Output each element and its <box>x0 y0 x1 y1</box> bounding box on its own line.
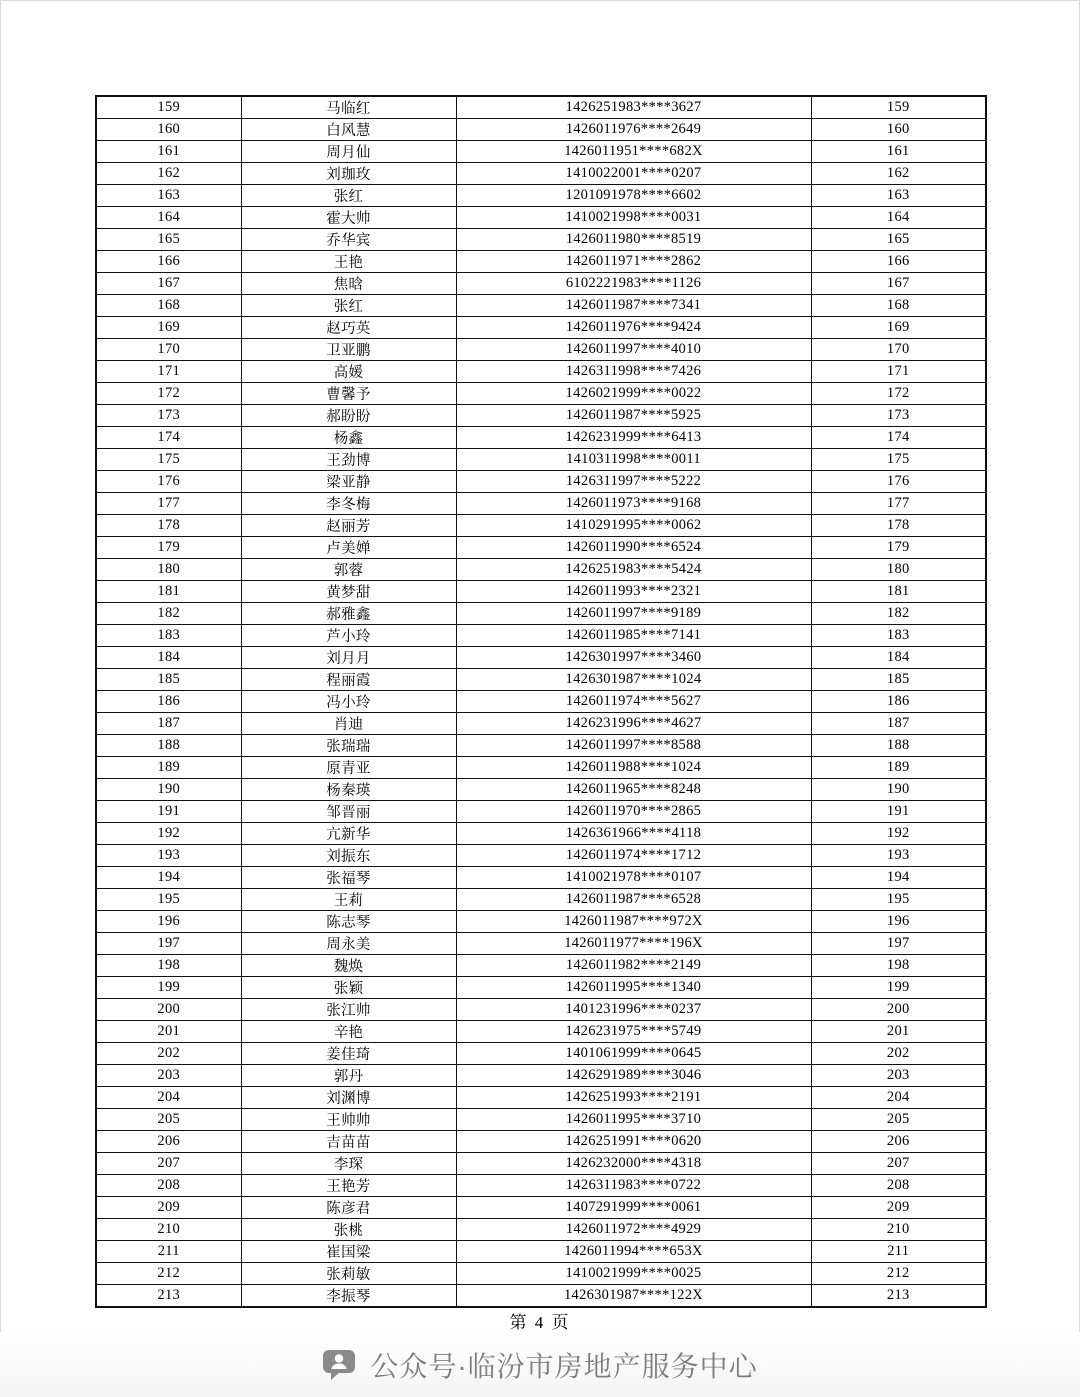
applicant-name: 白风慧 <box>241 119 456 141</box>
table-row <box>96 1263 986 1285</box>
row-number-repeat: 202 <box>811 1043 986 1065</box>
id-number: 1410021978****0107 <box>456 867 811 889</box>
row-number: 203 <box>96 1065 241 1087</box>
applicant-table <box>95 95 987 1308</box>
table-row <box>96 251 986 273</box>
row-number: 202 <box>96 1043 241 1065</box>
row-number-repeat: 210 <box>811 1219 986 1241</box>
id-number: 1426231999****6413 <box>456 427 811 449</box>
row-number-repeat: 161 <box>811 141 986 163</box>
applicant-name: 周月仙 <box>241 141 456 163</box>
row-number-repeat: 190 <box>811 779 986 801</box>
id-number: 1426011987****5925 <box>456 405 811 427</box>
id-number: 1401061999****0645 <box>456 1043 811 1065</box>
id-number: 1401231996****0237 <box>456 999 811 1021</box>
row-number-repeat: 180 <box>811 559 986 581</box>
page-number: 第 4 页 <box>509 1313 571 1332</box>
row-number-repeat: 168 <box>811 295 986 317</box>
row-number-repeat: 198 <box>811 955 986 977</box>
row-number-repeat: 199 <box>811 977 986 999</box>
row-number-repeat: 211 <box>811 1241 986 1263</box>
row-number: 191 <box>96 801 241 823</box>
table-row <box>96 339 986 361</box>
id-number: 1426011974****1712 <box>456 845 811 867</box>
row-number-repeat: 174 <box>811 427 986 449</box>
table-row <box>96 229 986 251</box>
applicant-name: 马临红 <box>241 96 456 119</box>
row-number: 194 <box>96 867 241 889</box>
applicant-name: 刘渊博 <box>241 1087 456 1109</box>
row-number: 185 <box>96 669 241 691</box>
applicant-name: 张红 <box>241 185 456 207</box>
row-number: 196 <box>96 911 241 933</box>
applicant-name: 芦小玲 <box>241 625 456 647</box>
table-row <box>96 999 986 1021</box>
applicant-name: 郝雅鑫 <box>241 603 456 625</box>
row-number: 173 <box>96 405 241 427</box>
applicant-name: 高媛 <box>241 361 456 383</box>
row-number: 159 <box>96 96 241 119</box>
id-number: 1426011972****4929 <box>456 1219 811 1241</box>
id-number: 1426011985****7141 <box>456 625 811 647</box>
row-number: 199 <box>96 977 241 999</box>
row-number-repeat: 185 <box>811 669 986 691</box>
row-number: 189 <box>96 757 241 779</box>
row-number-repeat: 175 <box>811 449 986 471</box>
row-number: 204 <box>96 1087 241 1109</box>
row-number-repeat: 186 <box>811 691 986 713</box>
id-number: 1410291995****0062 <box>456 515 811 537</box>
row-number: 187 <box>96 713 241 735</box>
id-number: 1426361966****4118 <box>456 823 811 845</box>
row-number-repeat: 200 <box>811 999 986 1021</box>
table-row <box>96 559 986 581</box>
table-row <box>96 295 986 317</box>
applicant-name: 梁亚静 <box>241 471 456 493</box>
row-number: 211 <box>96 1241 241 1263</box>
table-row <box>96 449 986 471</box>
applicant-name: 焦晗 <box>241 273 456 295</box>
applicant-name: 李冬梅 <box>241 493 456 515</box>
table-row <box>96 757 986 779</box>
table-row <box>96 911 986 933</box>
table-row <box>96 845 986 867</box>
row-number-repeat: 169 <box>811 317 986 339</box>
table-row <box>96 713 986 735</box>
row-number: 160 <box>96 119 241 141</box>
table-row <box>96 801 986 823</box>
row-number-repeat: 213 <box>811 1285 986 1308</box>
applicant-name: 肖迪 <box>241 713 456 735</box>
applicant-name: 霍大帅 <box>241 207 456 229</box>
applicant-name: 郝盼盼 <box>241 405 456 427</box>
applicant-name: 亢新华 <box>241 823 456 845</box>
row-number-repeat: 212 <box>811 1263 986 1285</box>
id-number: 1410311998****0011 <box>456 449 811 471</box>
id-number: 1426231996****4627 <box>456 713 811 735</box>
table-row <box>96 1285 986 1308</box>
row-number: 186 <box>96 691 241 713</box>
id-number: 1426021999****0022 <box>456 383 811 405</box>
applicant-name: 王莉 <box>241 889 456 911</box>
applicant-name: 郭丹 <box>241 1065 456 1087</box>
table-row <box>96 669 986 691</box>
footer-watermark-bar <box>0 1332 1080 1397</box>
id-number: 1201091978****6602 <box>456 185 811 207</box>
table-row <box>96 691 986 713</box>
table-row <box>96 1219 986 1241</box>
applicant-name: 张颖 <box>241 977 456 999</box>
id-number: 1407291999****0061 <box>456 1197 811 1219</box>
row-number: 193 <box>96 845 241 867</box>
applicant-name: 原青亚 <box>241 757 456 779</box>
applicant-name: 程丽霞 <box>241 669 456 691</box>
table-row <box>96 163 986 185</box>
table-row <box>96 867 986 889</box>
footer-watermark-text: 公众号·临汾市房地产服务中心 <box>370 1350 758 1382</box>
row-number-repeat: 181 <box>811 581 986 603</box>
id-number: 1410021998****0031 <box>456 207 811 229</box>
row-number-repeat: 176 <box>811 471 986 493</box>
row-number-repeat: 203 <box>811 1065 986 1087</box>
row-number-repeat: 164 <box>811 207 986 229</box>
applicant-name: 李琛 <box>241 1153 456 1175</box>
table-row <box>96 1241 986 1263</box>
row-number: 206 <box>96 1131 241 1153</box>
id-number: 1426301997****3460 <box>456 647 811 669</box>
id-number: 1426011994****653X <box>456 1241 811 1263</box>
id-number: 1426011970****2865 <box>456 801 811 823</box>
row-number: 205 <box>96 1109 241 1131</box>
table-row <box>96 603 986 625</box>
row-number: 169 <box>96 317 241 339</box>
row-number: 183 <box>96 625 241 647</box>
row-number-repeat: 182 <box>811 603 986 625</box>
applicant-name: 刘珈玫 <box>241 163 456 185</box>
id-number: 1426011990****6524 <box>456 537 811 559</box>
applicant-name: 冯小玲 <box>241 691 456 713</box>
applicant-name: 李振琴 <box>241 1285 456 1308</box>
row-number: 170 <box>96 339 241 361</box>
table-row <box>96 515 986 537</box>
id-number: 6102221983****1126 <box>456 273 811 295</box>
table-row <box>96 405 986 427</box>
applicant-name: 辛艳 <box>241 1021 456 1043</box>
row-number-repeat: 160 <box>811 119 986 141</box>
applicant-name: 陈彦君 <box>241 1197 456 1219</box>
row-number: 213 <box>96 1285 241 1308</box>
id-number: 1426011980****8519 <box>456 229 811 251</box>
id-number: 1426311997****5222 <box>456 471 811 493</box>
id-number: 1426291989****3046 <box>456 1065 811 1087</box>
table-row <box>96 119 986 141</box>
id-number: 1426251993****2191 <box>456 1087 811 1109</box>
applicant-name: 姜佳琦 <box>241 1043 456 1065</box>
row-number: 210 <box>96 1219 241 1241</box>
table-row <box>96 1065 986 1087</box>
id-number: 1426011976****9424 <box>456 317 811 339</box>
table-row <box>96 471 986 493</box>
table-row <box>96 1087 986 1109</box>
id-number: 1426301987****122X <box>456 1285 811 1308</box>
row-number: 190 <box>96 779 241 801</box>
row-number: 181 <box>96 581 241 603</box>
row-number: 182 <box>96 603 241 625</box>
row-number-repeat: 193 <box>811 845 986 867</box>
applicant-name: 王劲博 <box>241 449 456 471</box>
id-number: 1426011995****1340 <box>456 977 811 999</box>
row-number-repeat: 183 <box>811 625 986 647</box>
row-number-repeat: 208 <box>811 1175 986 1197</box>
id-number: 1426011982****2149 <box>456 955 811 977</box>
row-number: 176 <box>96 471 241 493</box>
row-number-repeat: 207 <box>811 1153 986 1175</box>
row-number-repeat: 187 <box>811 713 986 735</box>
row-number-repeat: 206 <box>811 1131 986 1153</box>
row-number-repeat: 195 <box>811 889 986 911</box>
row-number-repeat: 197 <box>811 933 986 955</box>
table-row <box>96 735 986 757</box>
table-row <box>96 1131 986 1153</box>
table-row <box>96 889 986 911</box>
applicant-name: 赵巧英 <box>241 317 456 339</box>
id-number: 1426011987****7341 <box>456 295 811 317</box>
row-number-repeat: 172 <box>811 383 986 405</box>
row-number-repeat: 209 <box>811 1197 986 1219</box>
row-number: 180 <box>96 559 241 581</box>
row-number-repeat: 194 <box>811 867 986 889</box>
applicant-name: 陈志琴 <box>241 911 456 933</box>
id-number: 1426301987****1024 <box>456 669 811 691</box>
id-number: 1426011997****8588 <box>456 735 811 757</box>
applicant-name: 刘月月 <box>241 647 456 669</box>
id-number: 1426251983****3627 <box>456 96 811 119</box>
row-number-repeat: 171 <box>811 361 986 383</box>
row-number: 163 <box>96 185 241 207</box>
table-row <box>96 1021 986 1043</box>
applicant-name: 张福琴 <box>241 867 456 889</box>
row-number-repeat: 163 <box>811 185 986 207</box>
table-row <box>96 1175 986 1197</box>
row-number: 177 <box>96 493 241 515</box>
row-number: 166 <box>96 251 241 273</box>
applicant-name: 杨秦瑛 <box>241 779 456 801</box>
applicant-name: 崔国梁 <box>241 1241 456 1263</box>
row-number: 201 <box>96 1021 241 1043</box>
table-row <box>96 96 986 119</box>
id-number: 1426011977****196X <box>456 933 811 955</box>
row-number: 184 <box>96 647 241 669</box>
row-number: 172 <box>96 383 241 405</box>
id-number: 1426011987****972X <box>456 911 811 933</box>
row-number-repeat: 177 <box>811 493 986 515</box>
row-number: 198 <box>96 955 241 977</box>
row-number-repeat: 179 <box>811 537 986 559</box>
table-row <box>96 581 986 603</box>
applicant-name: 郭蓉 <box>241 559 456 581</box>
id-number: 1426311983****0722 <box>456 1175 811 1197</box>
id-number: 1426011965****8248 <box>456 779 811 801</box>
id-number: 1426011976****2649 <box>456 119 811 141</box>
table-row <box>96 647 986 669</box>
applicant-name: 张瑞瑞 <box>241 735 456 757</box>
row-number: 208 <box>96 1175 241 1197</box>
applicant-name: 王帅帅 <box>241 1109 456 1131</box>
table-row <box>96 537 986 559</box>
row-number: 192 <box>96 823 241 845</box>
id-number: 1426011973****9168 <box>456 493 811 515</box>
applicant-name: 张江帅 <box>241 999 456 1021</box>
id-number: 1426231975****5749 <box>456 1021 811 1043</box>
table-row <box>96 1043 986 1065</box>
table-row <box>96 977 986 999</box>
row-number: 164 <box>96 207 241 229</box>
wechat-official-account-icon <box>322 1349 358 1381</box>
row-number-repeat: 192 <box>811 823 986 845</box>
row-number-repeat: 205 <box>811 1109 986 1131</box>
table-row <box>96 1197 986 1219</box>
row-number-repeat: 178 <box>811 515 986 537</box>
table-row <box>96 493 986 515</box>
applicant-name: 张莉敏 <box>241 1263 456 1285</box>
row-number-repeat: 159 <box>811 96 986 119</box>
row-number: 168 <box>96 295 241 317</box>
applicant-name: 曹馨予 <box>241 383 456 405</box>
row-number: 179 <box>96 537 241 559</box>
table-row <box>96 1109 986 1131</box>
applicant-name: 张红 <box>241 295 456 317</box>
row-number: 212 <box>96 1263 241 1285</box>
id-number: 1426011974****5627 <box>456 691 811 713</box>
row-number: 195 <box>96 889 241 911</box>
table-row <box>96 1153 986 1175</box>
id-number: 1426232000****4318 <box>456 1153 811 1175</box>
table-row <box>96 823 986 845</box>
row-number-repeat: 165 <box>811 229 986 251</box>
id-number: 1410022001****0207 <box>456 163 811 185</box>
id-number: 1426011997****9189 <box>456 603 811 625</box>
table-row <box>96 625 986 647</box>
id-number: 1426251991****0620 <box>456 1131 811 1153</box>
table-row <box>96 779 986 801</box>
applicant-name: 卫亚鹏 <box>241 339 456 361</box>
id-number: 1426311998****7426 <box>456 361 811 383</box>
row-number: 162 <box>96 163 241 185</box>
row-number: 209 <box>96 1197 241 1219</box>
applicant-name: 卢美婵 <box>241 537 456 559</box>
row-number-repeat: 188 <box>811 735 986 757</box>
row-number-repeat: 204 <box>811 1087 986 1109</box>
row-number: 200 <box>96 999 241 1021</box>
row-number: 171 <box>96 361 241 383</box>
row-number-repeat: 167 <box>811 273 986 295</box>
row-number: 178 <box>96 515 241 537</box>
id-number: 1426011987****6528 <box>456 889 811 911</box>
table-row <box>96 207 986 229</box>
row-number-repeat: 189 <box>811 757 986 779</box>
row-number: 175 <box>96 449 241 471</box>
applicant-name: 刘振东 <box>241 845 456 867</box>
applicant-name: 杨鑫 <box>241 427 456 449</box>
id-number: 1426011971****2862 <box>456 251 811 273</box>
row-number-repeat: 191 <box>811 801 986 823</box>
applicant-name: 张桃 <box>241 1219 456 1241</box>
row-number-repeat: 162 <box>811 163 986 185</box>
row-number: 188 <box>96 735 241 757</box>
table-row <box>96 317 986 339</box>
applicant-name: 周永美 <box>241 933 456 955</box>
row-number-repeat: 201 <box>811 1021 986 1043</box>
id-number: 1426251983****5424 <box>456 559 811 581</box>
row-number-repeat: 170 <box>811 339 986 361</box>
row-number-repeat: 173 <box>811 405 986 427</box>
applicant-name: 魏焕 <box>241 955 456 977</box>
applicant-name: 黄梦甜 <box>241 581 456 603</box>
row-number: 207 <box>96 1153 241 1175</box>
applicant-name: 吉苗苗 <box>241 1131 456 1153</box>
id-number: 1410021999****0025 <box>456 1263 811 1285</box>
row-number: 165 <box>96 229 241 251</box>
applicant-name: 王艳芳 <box>241 1175 456 1197</box>
table-row <box>96 273 986 295</box>
applicant-name: 赵丽芳 <box>241 515 456 537</box>
row-number-repeat: 166 <box>811 251 986 273</box>
table-row <box>96 361 986 383</box>
table-row <box>96 955 986 977</box>
applicant-name: 乔华宾 <box>241 229 456 251</box>
row-number-repeat: 196 <box>811 911 986 933</box>
row-number: 197 <box>96 933 241 955</box>
applicant-name: 邹晋丽 <box>241 801 456 823</box>
id-number: 1426011995****3710 <box>456 1109 811 1131</box>
id-number: 1426011997****4010 <box>456 339 811 361</box>
row-number: 161 <box>96 141 241 163</box>
row-number: 167 <box>96 273 241 295</box>
table-row <box>96 141 986 163</box>
row-number: 174 <box>96 427 241 449</box>
table-row <box>96 185 986 207</box>
id-number: 1426011951****682X <box>456 141 811 163</box>
table-row <box>96 383 986 405</box>
applicant-name: 王艳 <box>241 251 456 273</box>
id-number: 1426011993****2321 <box>456 581 811 603</box>
id-number: 1426011988****1024 <box>456 757 811 779</box>
row-number-repeat: 184 <box>811 647 986 669</box>
table-row <box>96 933 986 955</box>
table-row <box>96 427 986 449</box>
